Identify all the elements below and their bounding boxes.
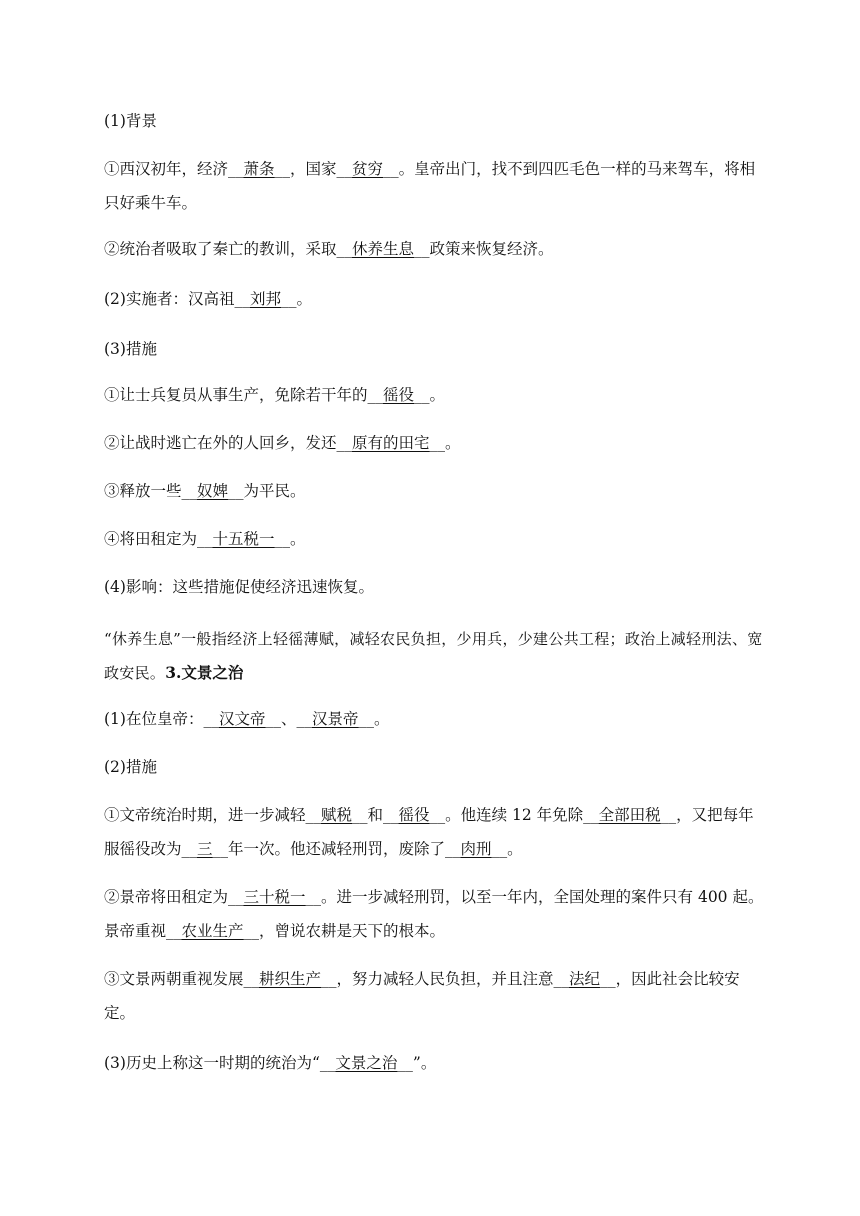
text: 。皇帝出门，找不到四匹毛色一样的马来驾车，将相只好乘牛车。: [104, 160, 756, 212]
blank-pad: __: [228, 482, 244, 500]
blank-pad: __: [305, 888, 322, 906]
text: ④将田租定为: [104, 530, 198, 548]
text: 。: [507, 840, 523, 858]
text: 。: [296, 290, 312, 308]
blank-pad: __: [243, 922, 260, 940]
blank-pad: __: [296, 710, 312, 728]
note-paragraph: [104, 622, 764, 690]
text: 。: [374, 710, 390, 728]
answer-wenjingzhizhi: 文景之治: [335, 1054, 398, 1072]
wenjing-item-3: [104, 962, 764, 1030]
blank-pad: __: [383, 806, 399, 824]
emperors-line: [104, 708, 764, 730]
text: 、: [280, 710, 297, 728]
blank-pad: __: [234, 290, 250, 308]
blank-pad: __: [274, 530, 291, 548]
measure-item-4: [104, 528, 764, 550]
text: ，曾说农耕是天下的根本。: [259, 922, 446, 940]
text: ，努力减轻人民负担，并且注意: [336, 970, 554, 988]
blank-pad: __: [212, 840, 229, 858]
text: ③文景两朝重视发展: [104, 970, 244, 988]
blank-pad: __: [367, 386, 384, 404]
implementer-line: [104, 288, 764, 310]
text: 。进一步减轻刑罚，以至一年内，全国处理的案件只有 400 起。景帝重视: [104, 888, 764, 940]
blank-pad: __: [319, 1054, 336, 1072]
answer-shiwushuiyi: 十五税一: [212, 530, 275, 548]
answer-xiaotiao: 萧条: [243, 160, 275, 178]
section-background-title: (1)背景: [104, 112, 157, 130]
text: 政策来恢复经济。: [429, 240, 554, 258]
blank-pad: __: [243, 970, 260, 988]
answer-san: 三: [197, 840, 213, 858]
text: ②统治者吸取了秦亡的教训，采取: [104, 240, 337, 258]
background-item-2: [104, 238, 764, 260]
blank-pad: __: [660, 806, 677, 824]
blank-pad: __: [336, 434, 353, 452]
wenjing-item-2: [104, 880, 764, 948]
blank-pad: __: [274, 160, 291, 178]
note-text: “休养生息”一般指经济上轻徭薄赋，减轻农民负担，少用兵，少建公共工程；政治上减轻刑法、宽政安民。: [104, 630, 763, 682]
blank-pad: __: [228, 888, 244, 906]
blank-pad: __: [600, 970, 616, 988]
blank-pad: __: [280, 290, 297, 308]
blank-pad: __: [336, 160, 353, 178]
blank-pad: __: [265, 710, 281, 728]
text: 。他连续 12 年免除: [445, 806, 584, 824]
blank-pad: __: [203, 710, 219, 728]
measures-title: (3)措施: [104, 340, 157, 358]
measure-item-2: [104, 432, 764, 454]
answer-pinqiong: 贫穷: [352, 160, 384, 178]
answer-gengzhishengchan: 耕织生产: [259, 970, 322, 988]
text: ，又把每年服徭役改为: [104, 806, 754, 858]
measure-item-1: [104, 384, 764, 406]
answer-nongyeshengchan: 农业生产: [181, 922, 244, 940]
answer-quanbutianshui: 全部田税: [598, 806, 661, 824]
blank-pad: __: [358, 710, 375, 728]
section-3-title: 3.文景之治: [165, 663, 244, 682]
blank-pad: __: [321, 970, 337, 988]
wenjing-item-1: [104, 798, 764, 866]
answer-xiuyangshengxi: 休养生息: [352, 240, 415, 258]
blank-pad: __: [429, 434, 446, 452]
text: ，国家: [290, 160, 337, 178]
blank-pad: __: [583, 806, 599, 824]
blank-pad: __: [553, 970, 570, 988]
measures2-title: (2)措施: [104, 758, 157, 776]
answer-faji: 法纪: [569, 970, 601, 988]
text: 和: [367, 806, 384, 824]
text: ”。: [412, 1054, 437, 1072]
blank-pad: __: [491, 840, 508, 858]
text: (2)实施者：汉高祖: [104, 290, 235, 308]
blank-pad: __: [336, 240, 353, 258]
text: (3)历史上称这一时期的统治为“: [104, 1054, 320, 1072]
blank-pad: __: [305, 806, 322, 824]
answer-hanwendi: 汉文帝: [218, 710, 266, 728]
blank-pad: __: [383, 160, 399, 178]
text: ①西汉初年，经济: [104, 160, 229, 178]
text: 。: [429, 386, 446, 404]
answer-yuanyoudetianzhai: 原有的田宅: [352, 434, 430, 452]
answer-yaoyi: 徭役: [383, 386, 415, 404]
text: 。: [290, 530, 306, 548]
blank-pad: __: [352, 806, 368, 824]
blank-pad: __: [166, 922, 182, 940]
text: ①让士兵复员从事生产，免除若干年的: [104, 386, 368, 404]
impact-line: (4)影响：这些措施促使经济迅速恢复。: [104, 578, 374, 596]
text: 年一次。他还减轻刑罚，废除了: [228, 840, 446, 858]
answer-sanshishuiyi: 三十税一: [243, 888, 306, 906]
history-line: [104, 1052, 764, 1074]
answer-nubi: 奴婢: [197, 482, 229, 500]
answer-fushui: 赋税: [321, 806, 353, 824]
blank-pad: __: [414, 386, 430, 404]
blank-pad: __: [445, 840, 461, 858]
blank-pad: __: [197, 530, 213, 548]
background-item-1: [104, 152, 764, 220]
blank-pad: __: [429, 806, 446, 824]
text: ③释放一些: [104, 482, 182, 500]
answer-liubang: 刘邦: [249, 290, 281, 308]
measure-item-3: [104, 480, 764, 502]
answer-yaoyi-2: 徭役: [398, 806, 430, 824]
blank-pad: __: [181, 482, 198, 500]
text: ②让战时逃亡在外的人回乡，发还: [104, 434, 337, 452]
blank-pad: __: [414, 240, 430, 258]
text: (1)在位皇帝：: [104, 710, 204, 728]
blank-pad: __: [181, 840, 198, 858]
text: 为平民。: [243, 482, 306, 500]
text: ②景帝将田租定为: [104, 888, 229, 906]
blank-pad: __: [397, 1054, 413, 1072]
blank-pad: __: [228, 160, 244, 178]
text: 。: [445, 434, 461, 452]
answer-hanjingdi: 汉景帝: [312, 710, 359, 728]
text: ，因此社会比较安定。: [104, 970, 740, 1022]
answer-rouxing: 肉刑: [460, 840, 492, 858]
text: ①文帝统治时期，进一步减轻: [104, 806, 306, 824]
